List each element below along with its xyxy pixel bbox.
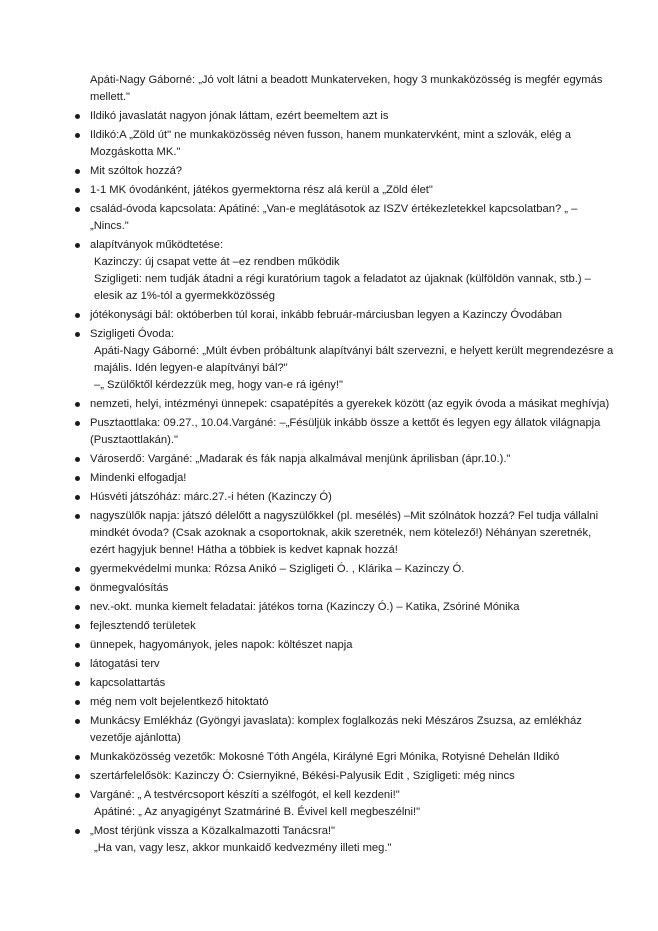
list-item-subline: „Ha van, vagy lesz, akkor munkaidő kedvezmény illeti meg." xyxy=(94,842,392,854)
list-item-subline: Apátiné: „ Az anyagigényt Szatmáriné B. Évivel kell megbeszélni!" xyxy=(94,806,421,818)
list-item xyxy=(90,127,618,161)
list-item-text: nemzeti, helyi, intézményi ünnepek: csapatépítés a gyerekek között (az egyik óvoda a másikat meghívja) xyxy=(90,398,610,410)
list-item xyxy=(90,326,618,394)
list-item xyxy=(90,561,618,578)
list-item xyxy=(90,656,618,673)
list-item xyxy=(90,823,618,857)
intro-paragraph: Apáti-Nagy Gáborné: „Jó volt látni a beadott Munkaterveken, hogy 3 munkaközösség is megfér egymás mellett." xyxy=(90,74,603,103)
list-item xyxy=(90,451,618,468)
list-item-text: Húsvéti játszóház: márc.27.-i héten (Kazinczy Ó) xyxy=(90,491,332,503)
list-item xyxy=(90,694,618,711)
list-item-text: látogatási terv xyxy=(90,658,160,670)
list-item-text: még nem volt bejelentkező hitoktató xyxy=(90,696,269,708)
list-item xyxy=(90,307,618,324)
list-item-text: Pusztaottlaka: 09.27., 10.04.Vargáné: –„Fésüljük inkább össze a kettőt és legyen egy állatok világnapja (Pusztaottlakán)." xyxy=(90,417,601,446)
list-item-text: önmegvalósítás xyxy=(90,582,169,594)
bullet-list xyxy=(90,108,618,857)
list-item-subline: Szigligeti: nem tudják átadni a régi kuratórium tagok a feladatot az újaknak (külföldön vannak, stb.) – elesik az 1%-tól a gyermekközösség xyxy=(94,273,591,302)
list-item xyxy=(90,470,618,487)
list-item-text: ünnepek, hagyományok, jeles napok: költészet napja xyxy=(90,639,353,651)
list-item-text: fejlesztendő területek xyxy=(90,620,196,632)
list-item-text: Szigligeti Óvoda: xyxy=(90,328,174,340)
list-item xyxy=(90,163,618,180)
list-item-subline: –„ Szülőktől kérdezzük meg, hogy van-e rá igény!" xyxy=(94,379,343,391)
list-item-text: nagyszülők napja: játszó délelőtt a nagyszülőkkel (pl. mesélés) –Mit szólnátok hozzá? Fel tudja vállalni mindkét óvoda? (Csak azoknak a csoportoknak, akik szeretnék, nem kötelező!) Néhányan szeretnék, ezért hagyjuk benne! Hátha a többiek is kedvet kapnak hozzá! xyxy=(90,510,599,556)
list-item xyxy=(90,580,618,597)
list-item xyxy=(90,713,618,747)
list-item xyxy=(90,787,618,821)
list-item-text: „Most térjünk vissza a Közalkalmazotti Tanácsra!" xyxy=(90,825,336,837)
list-item-text: gyermekvédelmi munka: Rózsa Anikó – Szigligeti Ó. , Klárika – Kazinczy Ó. xyxy=(90,563,465,575)
list-item-text: Mindenki elfogadja! xyxy=(90,472,187,484)
list-item xyxy=(90,415,618,449)
list-item-text: Ildikó javaslatát nagyon jónak láttam, ezért beemeltem azt is xyxy=(90,110,389,122)
list-item xyxy=(90,675,618,692)
list-item xyxy=(90,749,618,766)
list-item-text: 1-1 MK óvodánként, játékos gyermektorna rész alá kerül a „Zöld élet" xyxy=(90,184,433,196)
list-item-text: Munkaközösség vezetők: Mokosné Tóth Angéla, Királyné Egri Mónika, Rotyisné Dehelán Ildikó xyxy=(90,751,560,763)
list-item-subline: Kazinczy: új csapat vette át –ez rendben működik xyxy=(94,256,340,268)
list-item-text: Vargáné: „ A testvércsoport készíti a szélfogót, el kell kezdeni!" xyxy=(90,789,400,801)
list-item xyxy=(90,599,618,616)
list-item xyxy=(90,237,618,305)
list-item xyxy=(90,108,618,125)
list-item xyxy=(90,508,618,559)
list-item-text: család-óvoda kapcsolata: Apátiné: „Van-e meglátásotok az ISZV értékezletekkel kapcsolatban? „ – „Nincs." xyxy=(90,203,578,232)
list-item-text: Ildikó:A „Zöld út" ne munkaközösség néven fusson, hanem munkatervként, mint a szlovák, elég a Mozgáskotta MK." xyxy=(90,129,571,158)
list-item xyxy=(90,396,618,413)
list-item-text: Munkácsy Emlékház (Gyöngyi javaslata): komplex foglalkozás neki Mészáros Zsuzsa, az emlékház vezetője ajánlotta) xyxy=(90,715,582,744)
list-item-text: Városerdő: Vargáné: „Madarak és fák napja alkalmával menjünk áprilisban (ápr.10.)." xyxy=(90,453,511,465)
list-item-subline: Apáti-Nagy Gáborné: „Múlt évben próbáltunk alapítványi bált szervezni, e helyett került megrendezésre a majális. Idén legyen-e alapítványi bál?" xyxy=(94,345,614,374)
list-item xyxy=(90,768,618,785)
list-item-text: alapítványok működtetése: xyxy=(90,239,224,251)
list-item xyxy=(90,489,618,506)
list-item xyxy=(90,618,618,635)
list-item-text: kapcsolattartás xyxy=(90,677,166,689)
list-item-text: Mit szóltok hozzá? xyxy=(90,165,183,177)
list-item-text: nev.-okt. munka kiemelt feladatai: játékos torna (Kazinczy Ó.) – Katika, Zsóriné Mónika xyxy=(90,601,520,613)
list-item-text: szertárfelelősök: Kazinczy Ó: Csiernyikné, Békési-Palyusik Edit , Szigligeti: még nincs xyxy=(90,770,515,782)
list-item xyxy=(90,182,618,199)
list-item-text: jótékonysági bál: októberben túl korai, inkább február-márciusban legyen a Kazinczy Óvodában xyxy=(90,309,563,321)
list-item xyxy=(90,201,618,235)
list-item xyxy=(90,637,618,654)
